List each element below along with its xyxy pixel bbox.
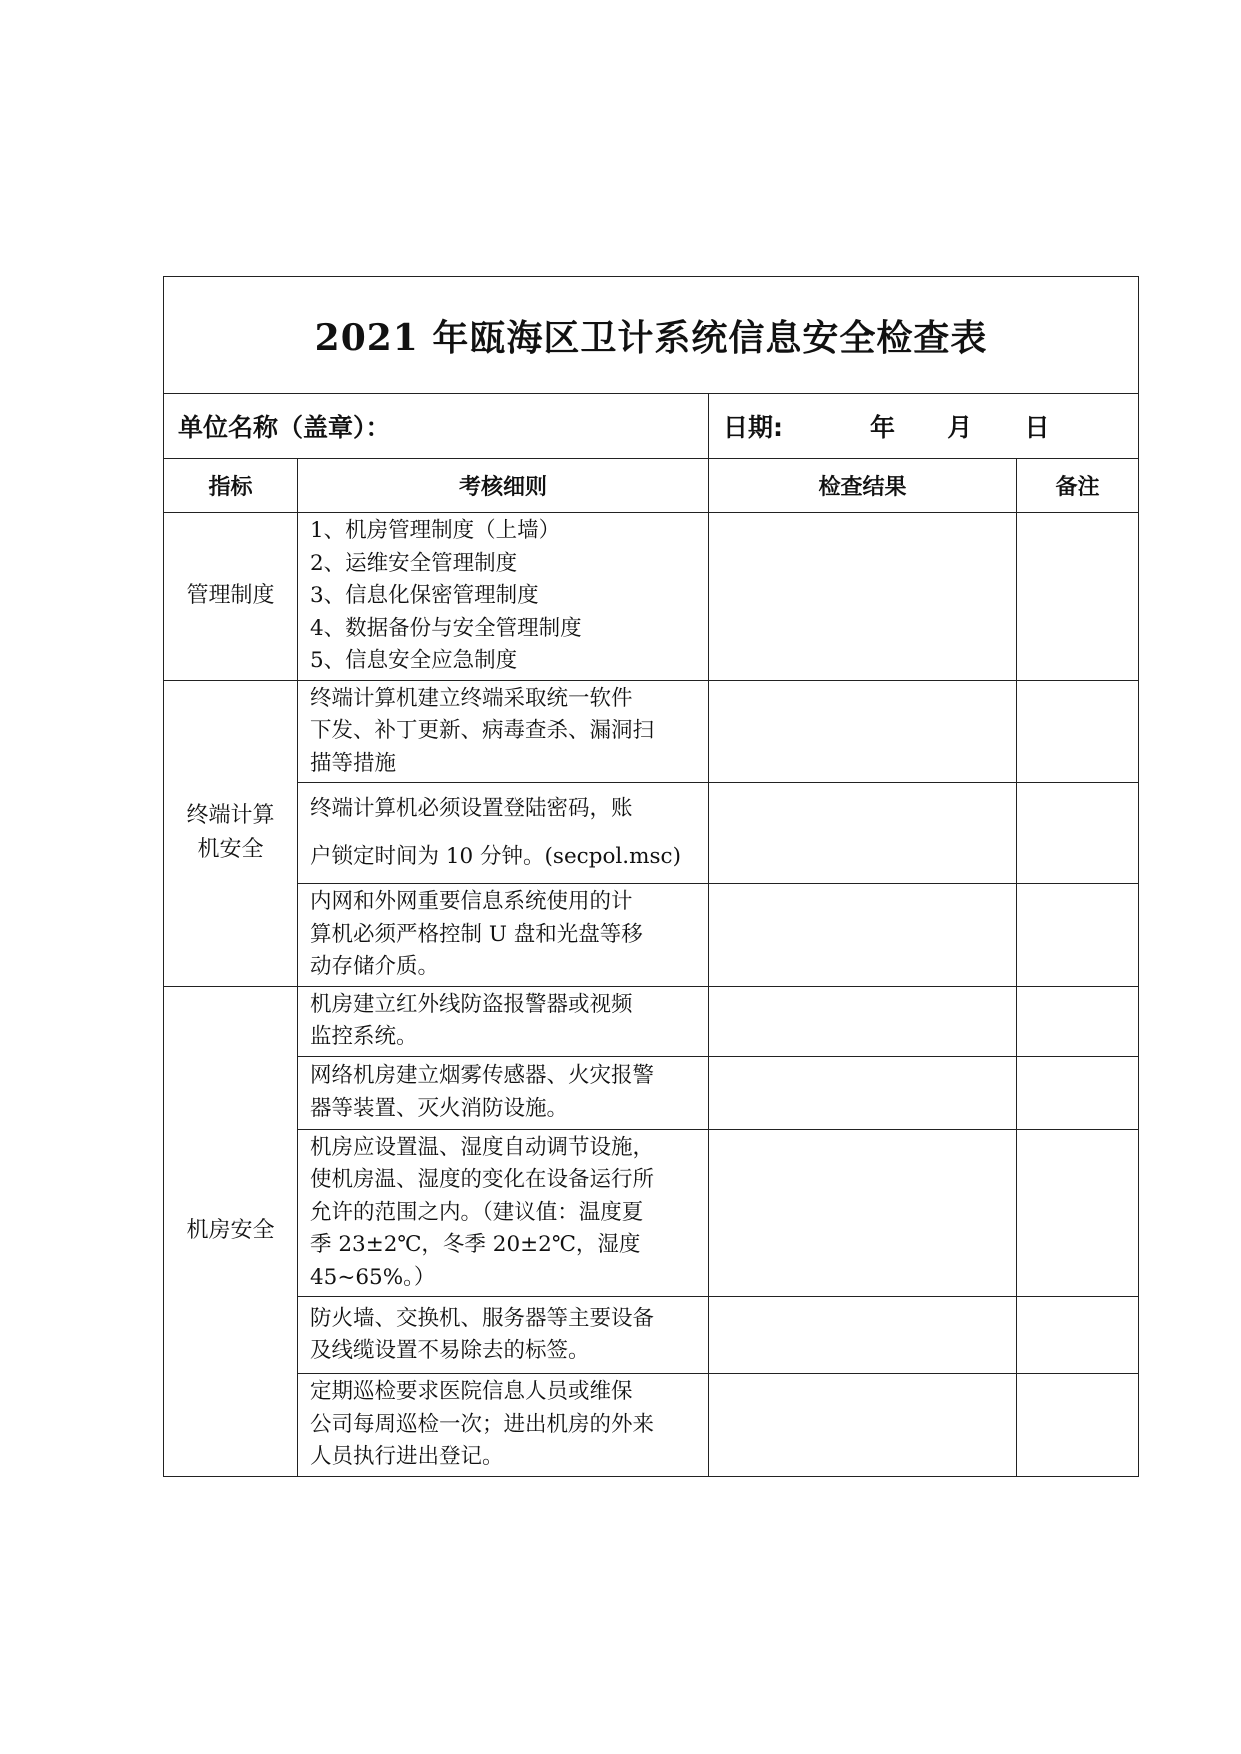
table-row — [164, 680, 1139, 783]
remark-cell[interactable] — [1017, 680, 1139, 783]
result-cell[interactable] — [709, 1129, 1017, 1297]
detail-cell — [298, 1374, 709, 1477]
detail-cell — [298, 1056, 709, 1129]
unit-name-label: 单位名称（盖章）： — [164, 394, 709, 459]
table-row — [164, 986, 1139, 1056]
inspection-table — [163, 276, 1139, 1477]
indicator-terminal — [164, 680, 298, 986]
header-indicator: 指标 — [164, 459, 298, 513]
indicator-line: 终端计算 — [186, 803, 275, 828]
result-cell[interactable] — [709, 1297, 1017, 1374]
detail-line: 5、信息安全应急制度 — [310, 648, 518, 673]
detail-cell — [298, 884, 709, 987]
title-row — [164, 277, 1139, 394]
remark-cell[interactable] — [1017, 1374, 1139, 1477]
header-row — [164, 459, 1139, 513]
result-cell[interactable] — [709, 986, 1017, 1056]
header-result: 检查结果 — [709, 459, 1017, 513]
indicator-machine-room: 机房安全 — [164, 986, 298, 1476]
detail-cell — [298, 1129, 709, 1297]
table-row — [164, 513, 1139, 681]
table-row — [164, 1374, 1139, 1477]
form-title: 2021 年瓯海区卫计系统信息安全检查表 — [164, 277, 1139, 394]
table-row — [164, 1056, 1139, 1129]
detail-line: 公司每周巡检一次；进出机房的外来 — [310, 1411, 655, 1437]
remark-cell[interactable] — [1017, 986, 1139, 1056]
detail-line: 2、运维安全管理制度 — [310, 550, 518, 576]
inspection-form — [163, 276, 1138, 1477]
remark-cell[interactable] — [1017, 884, 1139, 987]
detail-line: 动存储介质。 — [310, 954, 440, 979]
unit-row — [164, 394, 1139, 459]
result-cell[interactable] — [709, 783, 1017, 884]
detail-line: 描等措施 — [310, 750, 397, 776]
detail-line: 允许的范围之内。（建议值：温度夏 — [310, 1199, 644, 1225]
result-cell[interactable] — [709, 1374, 1017, 1477]
detail-cell — [298, 783, 709, 884]
detail-line: 人员执行进出登记。 — [310, 1444, 504, 1469]
detail-line: 算机必须严格控制 U 盘和光盘等移 — [310, 921, 643, 947]
detail-line: 1、机房管理制度（上墙） — [310, 518, 561, 543]
header-details: 考核细则 — [298, 459, 709, 513]
indicator-line: 机安全 — [197, 837, 264, 862]
table-row — [164, 783, 1139, 884]
result-cell[interactable] — [709, 680, 1017, 783]
detail-cell — [298, 986, 709, 1056]
remark-cell[interactable] — [1017, 1297, 1139, 1374]
remark-cell[interactable] — [1017, 783, 1139, 884]
detail-line: 户锁定时间为 10 分钟。(secpol.msc) — [310, 844, 681, 869]
date-label: 日期: 年 月 日 — [709, 394, 1139, 459]
detail-line: 45~65%。） — [310, 1264, 436, 1290]
detail-line: 下发、补丁更新、病毒查杀、漏洞扫 — [310, 718, 655, 743]
result-cell[interactable] — [709, 884, 1017, 987]
detail-line: 机房建立红外线防盗报警器或视频 — [310, 991, 633, 1017]
detail-line: 终端计算机建立终端采取统一软件 — [310, 685, 633, 711]
detail-line: 防火墙、交换机、服务器等主要设备 — [310, 1305, 655, 1331]
detail-line: 使机房温、湿度的变化在设备运行所 — [310, 1167, 655, 1192]
detail-line: 定期巡检要求医院信息人员或维保 — [310, 1379, 633, 1404]
remark-cell[interactable] — [1017, 513, 1139, 681]
result-cell[interactable] — [709, 1056, 1017, 1129]
detail-line: 器等装置、灭火消防设施。 — [310, 1095, 569, 1121]
detail-line: 4、数据备份与安全管理制度 — [310, 615, 582, 641]
result-cell[interactable] — [709, 513, 1017, 681]
detail-cell — [298, 680, 709, 783]
detail-line: 监控系统。 — [310, 1024, 418, 1049]
detail-line: 内网和外网重要信息系统使用的计 — [310, 889, 633, 914]
detail-line: 3、信息化保密管理制度 — [310, 583, 539, 608]
detail-line: 网络机房建立烟雾传感器、火灾报警 — [310, 1063, 655, 1088]
detail-line: 季 23±2℃，冬季 20±2℃，湿度 — [310, 1232, 641, 1257]
remark-cell[interactable] — [1017, 1056, 1139, 1129]
table-row — [164, 1297, 1139, 1374]
detail-line: 机房应设置温、湿度自动调节设施， — [310, 1134, 655, 1160]
header-remark: 备注 — [1017, 459, 1139, 513]
detail-cell — [298, 513, 709, 681]
indicator-management: 管理制度 — [164, 513, 298, 681]
remark-cell[interactable] — [1017, 1129, 1139, 1297]
detail-line: 及线缆设置不易除去的标签。 — [310, 1338, 590, 1363]
detail-cell — [298, 1297, 709, 1374]
detail-line: 终端计算机必须设置登陆密码，账 — [310, 796, 633, 821]
table-row — [164, 1129, 1139, 1297]
table-row — [164, 884, 1139, 987]
